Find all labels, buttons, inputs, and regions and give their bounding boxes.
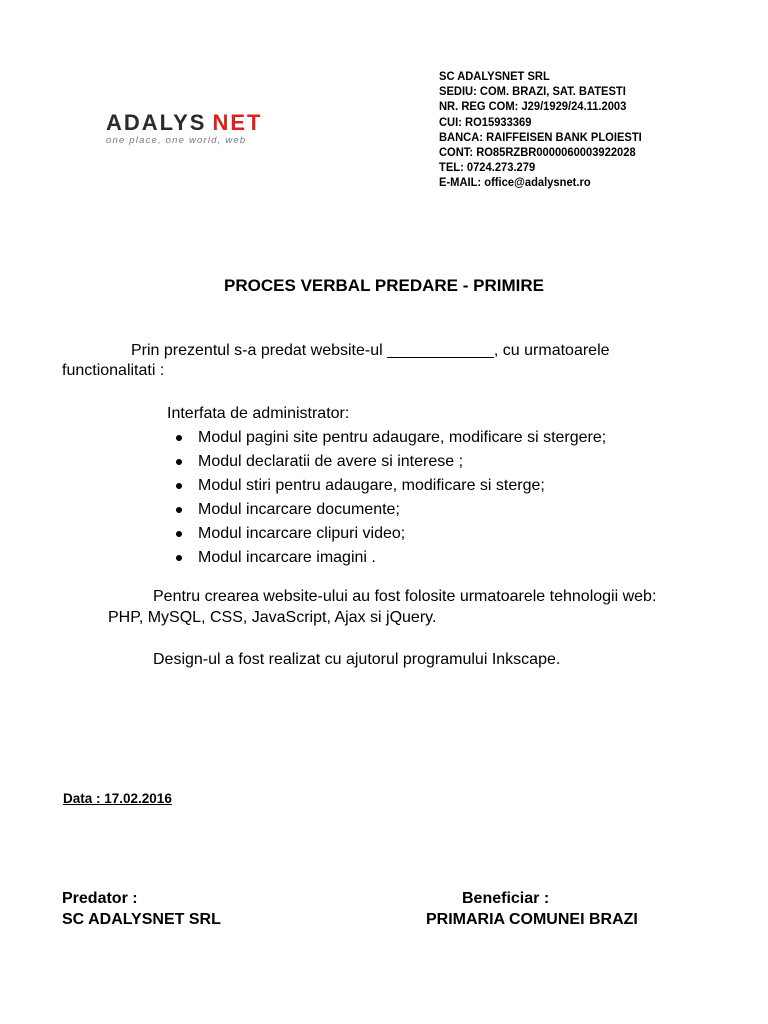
tech-line-2: PHP, MySQL, CSS, JavaScript, Ajax si jQuery.	[108, 609, 437, 626]
beneficiar-name: PRIMARIA COMUNEI BRAZI	[426, 911, 638, 928]
intro-line-2: functionalitati :	[62, 362, 165, 379]
design-line: Design-ul a fost realizat cu ajutorul programului Inkscape.	[153, 651, 561, 668]
list-item: Modul pagini site pentru adaugare, modificare si stergere;	[176, 426, 606, 450]
logo-accent-text: NET	[212, 110, 263, 135]
company-logo	[106, 112, 328, 152]
intro-line-1: Prin prezentul s-a predat website-ul ____________, cu urmatoarele	[131, 342, 610, 359]
document-title: PROCES VERBAL PREDARE - PRIMIRE	[224, 276, 544, 295]
predator-label: Predator :	[62, 890, 138, 907]
logo-main-text: ADALYS	[106, 110, 207, 135]
company-line: CONT: RO85RZBR0000060003922028	[439, 145, 636, 160]
company-line: CUI: RO15933369	[439, 114, 532, 129]
predator-name: SC ADALYSNET SRL	[62, 911, 221, 928]
list-item: Modul stiri pentru adaugare, modificare si sterge;	[176, 474, 606, 498]
company-line: BANCA: RAIFFEISEN BANK PLOIESTI	[439, 129, 642, 144]
company-line: TEL: 0724.273.279	[439, 160, 536, 175]
modules-list	[176, 426, 606, 570]
document-date: Data : 17.02.2016	[63, 791, 172, 806]
company-line: NR. REG COM: J29/1929/24.11.2003	[439, 99, 627, 114]
list-item: Modul incarcare imagini .	[176, 546, 606, 570]
tech-line-1: Pentru crearea website-ului au fost folosite urmatoarele tehnologii web:	[153, 588, 657, 605]
admin-heading: Interfata de administrator:	[167, 405, 350, 422]
list-item: Modul incarcare clipuri video;	[176, 522, 606, 546]
company-line: E-MAIL: office@adalysnet.ro	[439, 175, 591, 190]
company-info	[439, 69, 657, 191]
company-line: SEDIU: COM. BRAZI, SAT. BATESTI	[439, 84, 626, 99]
logo-wordmark	[106, 112, 328, 134]
list-item: Modul declaratii de avere si interese ;	[176, 450, 606, 474]
beneficiar-label: Beneficiar :	[462, 890, 550, 907]
logo-tagline: one place, one world, web	[106, 135, 247, 146]
list-item: Modul incarcare documente;	[176, 498, 606, 522]
company-line: SC ADALYSNET SRL	[439, 69, 550, 83]
